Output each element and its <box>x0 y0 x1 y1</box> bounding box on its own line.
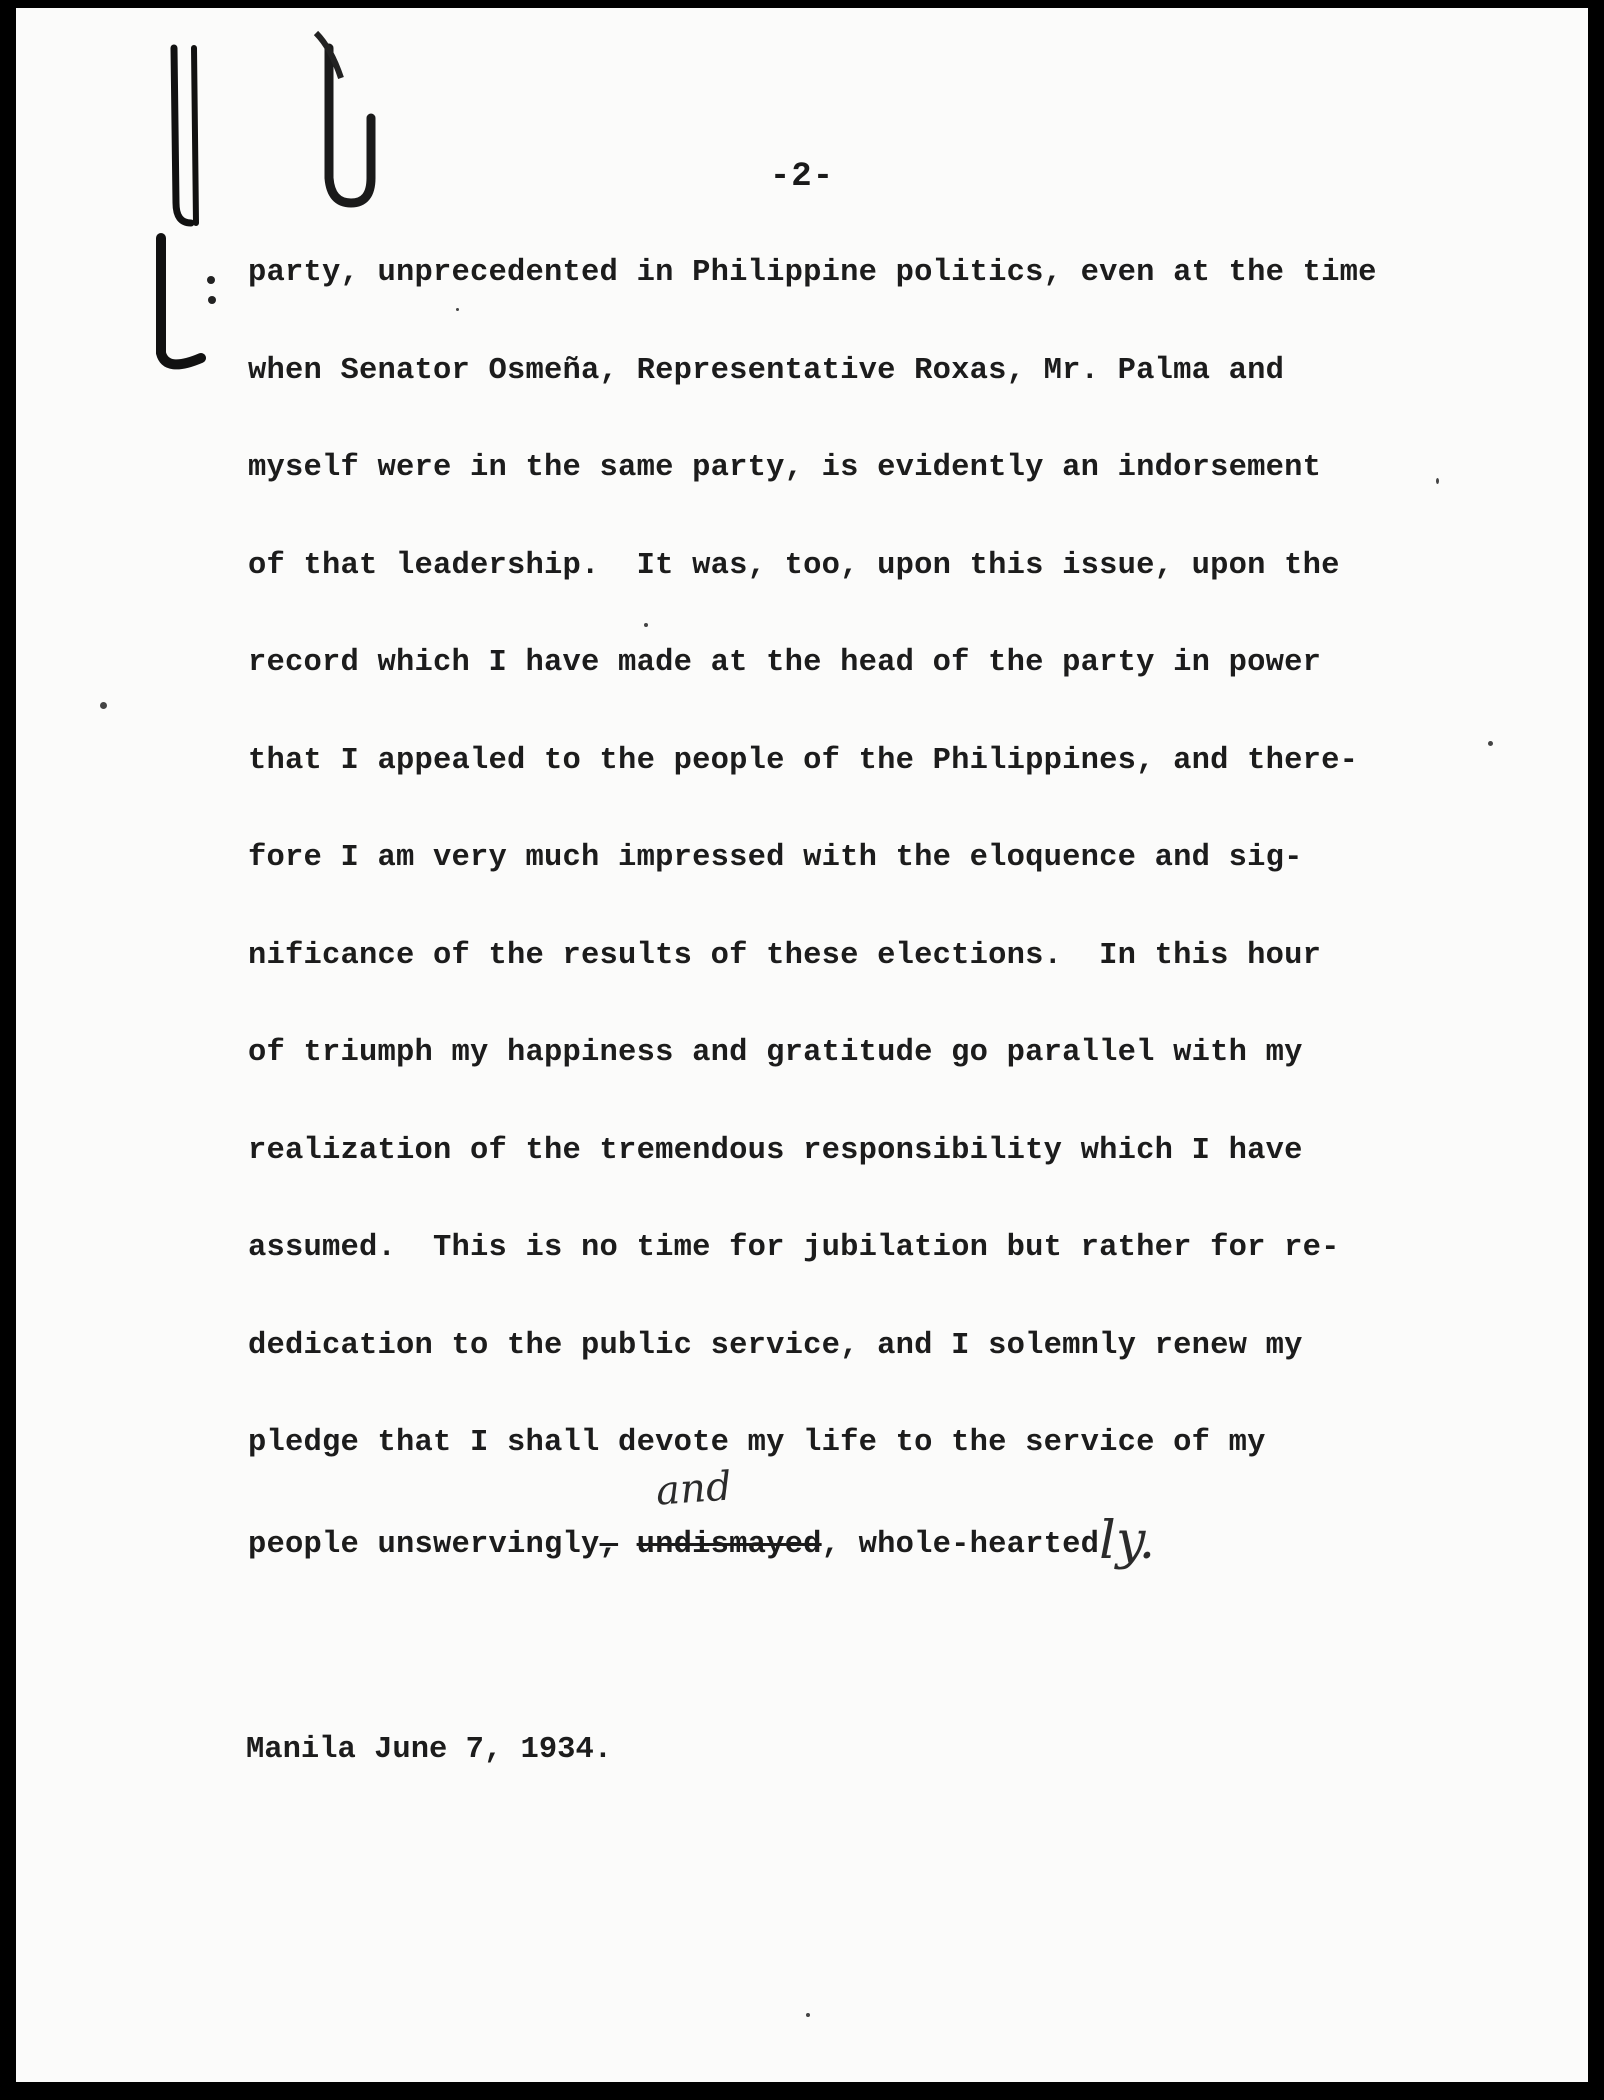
text-line: realization of the tremendous responsibility which I have <box>248 1133 1303 1168</box>
text-line: party, unprecedented in Philippine politics, even at the time <box>248 256 1377 290</box>
text-line: dedication to the public service, and I solemnly renew my <box>248 1328 1303 1363</box>
text-line: of triumph my happiness and gratitude go parallel with my <box>248 1036 1303 1070</box>
speck <box>100 702 107 709</box>
last-line-tail: , whole-hearted <box>821 1527 1100 1562</box>
text-line: record which I have made at the head of the party in power <box>248 646 1322 680</box>
speck <box>1436 478 1439 484</box>
speck <box>1488 741 1493 746</box>
document-page <box>16 8 1588 2082</box>
text-line-last <box>248 1462 1377 1624</box>
body-text <box>248 258 1377 1623</box>
text-line: fore I am very much impressed with the eloquence and sig- <box>248 841 1303 875</box>
struck-word: undismayed <box>636 1527 822 1562</box>
text-line: assumed. This is no time for jubilation but rather for re- <box>248 1231 1340 1265</box>
speck <box>806 2013 810 2017</box>
text-line: that I appealed to the people of the Philippines, and there- <box>248 743 1359 778</box>
text-line: pledge that I shall devote my life to the service of my <box>248 1426 1266 1460</box>
text-line: of that leadership. It was, too, upon this issue, upon the <box>248 548 1340 583</box>
last-line-lead: people unswervingly <box>248 1527 600 1562</box>
text-line: myself were in the same party, is evidently an indorsement <box>248 451 1322 485</box>
page-number: -2- <box>769 158 835 196</box>
struck-comma: , <box>599 1527 619 1562</box>
text-line: when Senator Osmeña, Representative Roxas, Mr. Palma and <box>248 353 1285 388</box>
text-line: nificance of the results of these elections. In this hour <box>248 938 1322 973</box>
handwritten-insertion: and <box>654 1462 734 1515</box>
handwritten-suffix: ly. <box>1099 1510 1156 1571</box>
dateline: Manila June 7, 1934. <box>246 1733 613 1767</box>
